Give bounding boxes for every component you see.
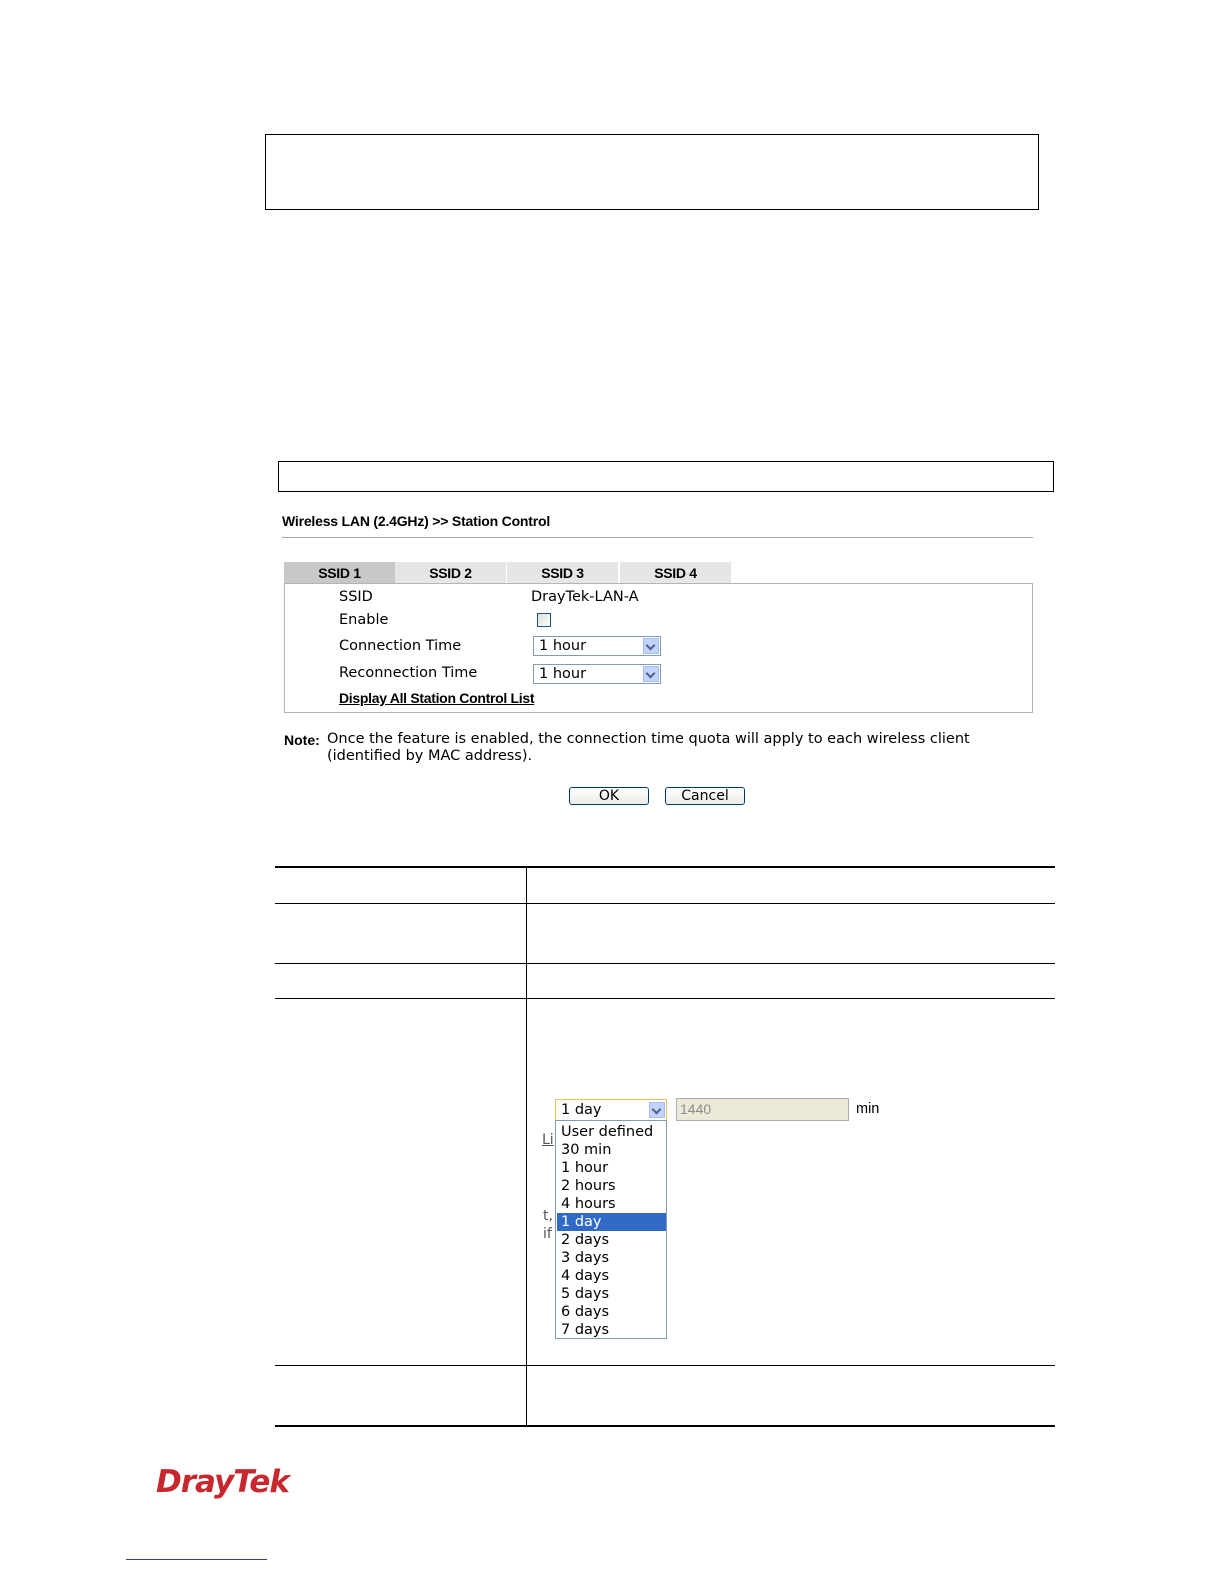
time-preset-value: 1 day — [561, 1102, 602, 1118]
option-2-days[interactable]: 2 days — [561, 1232, 610, 1248]
table-column-divider — [526, 867, 527, 1427]
note-label: Note: — [284, 732, 320, 748]
reconnection-time-select[interactable] — [533, 664, 661, 684]
option-5-days[interactable]: 5 days — [561, 1286, 610, 1302]
tab-ssid-4[interactable]: SSID 4 — [620, 562, 731, 584]
time-preset-select[interactable] — [555, 1099, 667, 1121]
enable-label: Enable — [339, 612, 389, 628]
ssid-label: SSID — [339, 589, 373, 605]
minutes-input[interactable]: 1440 — [676, 1098, 849, 1121]
connection-time-value: 1 hour — [539, 638, 587, 654]
cancel-button[interactable]: Cancel — [665, 787, 745, 805]
chevron-down-icon — [643, 638, 659, 654]
draytek-logo: DrayTek — [156, 1464, 289, 1500]
option-1-hour[interactable]: 1 hour — [561, 1160, 609, 1176]
connection-time-label: Connection Time — [339, 638, 462, 654]
hidden-text-fragment: t, — [543, 1208, 553, 1224]
caption-box — [278, 461, 1054, 492]
option-1-day[interactable]: 1 day — [557, 1213, 666, 1231]
reconnection-time-label: Reconnection Time — [339, 665, 478, 681]
option-30-min[interactable]: 30 min — [561, 1142, 612, 1158]
table-top-rule — [275, 866, 1055, 868]
option-4-hours[interactable]: 4 hours — [561, 1196, 616, 1212]
ok-button[interactable]: OK — [569, 787, 649, 805]
enable-checkbox[interactable] — [537, 613, 551, 627]
ssid-value: DrayTek-LAN-A — [531, 589, 639, 605]
hidden-text-fragment: Li — [542, 1132, 554, 1148]
note-text: Once the feature is enabled, the connection time quota will apply to each wireless client (identified by MAC address). — [327, 731, 970, 764]
page-title: Wireless LAN (2.4GHz) >> Station Control — [282, 513, 551, 529]
connection-time-select[interactable] — [533, 636, 661, 656]
option-3-days[interactable]: 3 days — [561, 1250, 610, 1266]
footer-rule — [126, 1559, 267, 1560]
option-2-hours[interactable]: 2 hours — [561, 1178, 616, 1194]
tab-ssid-3[interactable]: SSID 3 — [507, 562, 618, 584]
table-row-divider — [275, 903, 1055, 904]
option-4-days[interactable]: 4 days — [561, 1268, 610, 1284]
display-station-list-link[interactable]: Display All Station Control List — [339, 690, 535, 706]
option-user-defined[interactable]: User defined — [561, 1124, 654, 1140]
title-divider — [282, 537, 1033, 538]
tab-ssid-2[interactable]: SSID 2 — [395, 562, 506, 584]
option-7-days[interactable]: 7 days — [561, 1322, 610, 1338]
table-row-divider — [275, 1365, 1055, 1366]
info-box — [265, 134, 1039, 210]
table-row-divider — [275, 963, 1055, 964]
tab-ssid-1[interactable]: SSID 1 — [284, 562, 395, 584]
option-6-days[interactable]: 6 days — [561, 1304, 610, 1320]
chevron-down-icon — [649, 1102, 665, 1118]
chevron-down-icon — [643, 666, 659, 682]
hidden-text-fragment: if — [543, 1226, 552, 1242]
table-row-divider — [275, 998, 1055, 999]
minutes-unit: min — [856, 1101, 880, 1117]
reconnection-time-value: 1 hour — [539, 666, 587, 682]
table-bottom-rule — [275, 1425, 1055, 1427]
